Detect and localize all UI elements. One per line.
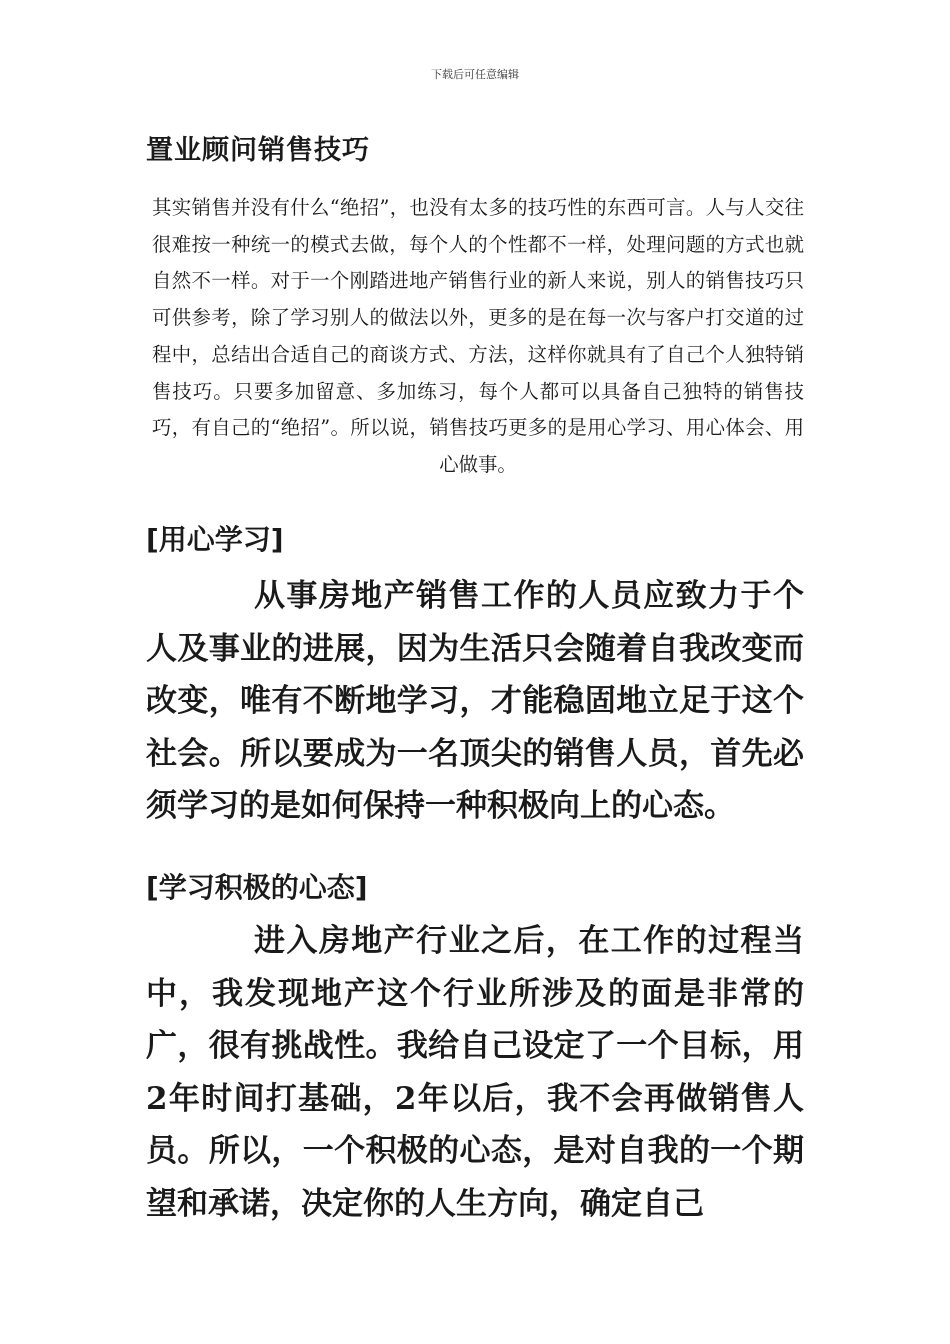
intro-paragraph: 其实销售并没有什么“绝招”，也没有太多的技巧性的东西可言。人与人交往很难按一种统一的模式去做，每个人的个性都不一样，处理问题的方式也就自然不一样。对于一个刚踏进地产销售行业的新人来说，别人的销售技巧只可供参考，除了学习别人的做法以外，更多的是在每一次与客户打交道的过程中，总结出合适自己的商谈方式、方法，这样你就具有了自己个人独特销售技巧。只要多加留意、多加练习，每个人都可以具备自己独特的销售技巧，有自己的“绝招”。所以说，销售技巧更多的是用心学习、用心体会、用心做事。 xyxy=(152,196,804,476)
document-title: 置业顾问销售技巧 xyxy=(146,135,370,166)
section-heading-study: [用心学习] xyxy=(146,523,284,556)
section-body-study: 从事房地产销售工作的人员应致力于个人及事业的进展，因为生活只会随着自我改变而改变，唯有不断地学习，才能稳固地立足于这个社会。所以要成为一名顶尖的销售人员，首先必须学习的是如何保持一种积极向上的心态。 xyxy=(146,578,804,824)
section-body-positive-attitude: 进入房地产行业之后，在工作的过程当中，我发现地产这个行业所涉及的面是非常的广，很有挑战性。我给自己设定了一个目标，用2年时间打基础，2年以后，我不会再做销售人员。所以，一个积极的心态，是对自我的一个期望和承诺，决定你的人生方向，确定自己 xyxy=(146,923,804,1222)
header-note: 下载后可任意编辑 xyxy=(431,68,519,81)
section-heading-positive-attitude: [学习积极的心态] xyxy=(146,871,368,904)
